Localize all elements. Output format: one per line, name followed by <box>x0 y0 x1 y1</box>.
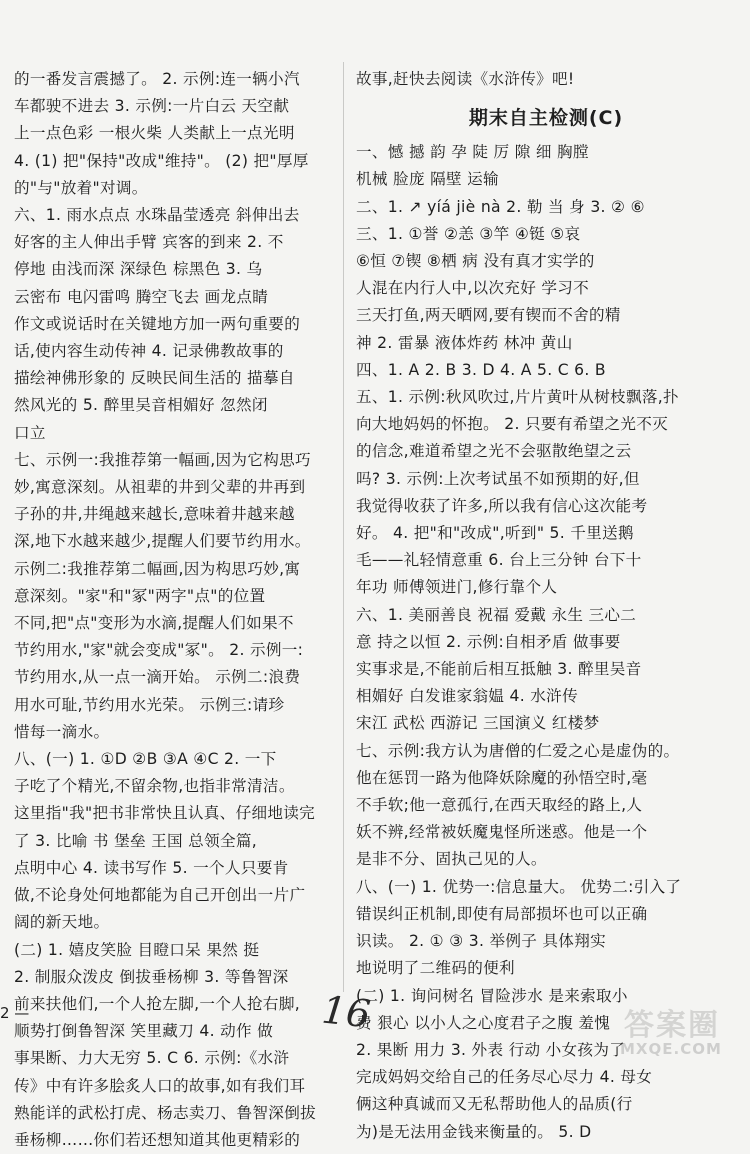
answer-line: 节约用水,"家"就会变成"冢"。 2. 示例一: <box>14 641 304 660</box>
answer-line: 好客的主人伸出手臂 宾客的到来 2. 不 <box>14 233 284 252</box>
answer-line: 深,地下水越来越少,提醒人们要节约用水。 <box>14 532 311 551</box>
answer-line: 妙,寓意深刻。从祖辈的井到父辈的井再到 <box>14 478 306 497</box>
answer-line: 垂杨柳……你们若还想知道其他更精彩的 <box>14 1130 301 1149</box>
answer-line: 节约用水,从一点一滴开始。 示例二:浪费 <box>14 668 301 687</box>
answer-line: 为)是无法用金钱来衡量的。 5. D <box>356 1122 592 1141</box>
answer-line: ⑥恒 ⑦锲 ⑧栖 病 没有真才实学的 <box>356 252 595 271</box>
watermark-url: MXQE.COM <box>620 1040 722 1058</box>
answer-line: 4. (1) 把"保持"改成"维持"。 (2) 把"厚厚 <box>14 151 309 170</box>
answer-line: 然风光的 5. 醉里吴音相媚好 忽然闭 <box>14 396 268 415</box>
answer-line: 我觉得收获了许多,所以我有信心这次能考 <box>356 496 648 515</box>
answer-line: 向大地妈妈的怀抱。 2. 只要有希望之光不灭 <box>356 415 669 434</box>
answer-line: 不同,把"点"变形为水滴,提醒人们如果不 <box>14 614 294 633</box>
answer-line: 的信念,难道希望之光不会驱散绝望之云 <box>356 442 632 461</box>
answer-line: 错误纠正机制,即使有局部损坏也可以正确 <box>356 904 648 923</box>
answer-line: 机械 脸庞 隔壁 运输 <box>356 170 499 189</box>
answer-line: 毛——礼轻情意重 6. 台上三分钟 台下十 <box>356 551 642 570</box>
answer-line: 前来扶他们,一个人抢左脚,一个人抢右脚, <box>14 994 300 1013</box>
answer-line: 三天打鱼,两天晒网,要有锲而不舍的精 <box>356 306 621 325</box>
answer-line: 好。 4. 把"和"改成",听到" 5. 千里送鹅 <box>356 524 634 543</box>
answer-line: 神 2. 雷暴 液体炸药 林冲 黄山 <box>356 333 573 352</box>
answer-line: 描绘神佛形象的 反映民间生活的 描摹自 <box>14 369 295 388</box>
answer-line: 吗? 3. 示例:上次考试虽不如预期的好,但 <box>356 469 640 488</box>
answer-line: 的一番发言震撼了。 2. 示例:连一辆小汽 <box>14 70 300 88</box>
answer-line: 车都驶不进去 3. 示例:一片白云 天空献 <box>14 97 290 116</box>
answer-line: 他在惩罚一路为他降妖除魔的孙悟空时,毫 <box>356 768 648 787</box>
answer-line: 点明中心 4. 读书写作 5. 一个人只要肯 <box>14 858 289 877</box>
answer-line: 四、1. A 2. B 3. D 4. A 5. C 6. B <box>356 360 606 379</box>
answer-line: 费 狠心 以小人之心度君子之腹 羞愧 <box>356 1013 611 1032</box>
answer-line: 这里指"我"把书非常快且认真、仔细地读完 <box>14 804 316 823</box>
answer-line: 了 3. 比喻 书 堡垒 王国 总领全篇, <box>14 831 258 850</box>
watermark-logo-text: 答案圈 <box>624 1008 720 1043</box>
answer-line: 惜每一滴水。 <box>14 722 110 741</box>
answer-line: 2. 果断 用力 3. 外表 行动 小女孩为了 <box>356 1040 626 1059</box>
answer-line: (二) 1. 询问树名 冒险涉水 是来索取小 <box>356 986 628 1005</box>
answer-line: 六、1. 雨水点点 水珠晶莹透亮 斜伸出去 <box>14 206 300 225</box>
answer-line: 识读。 2. ① ③ 3. 举例子 具体翔实 <box>356 932 606 951</box>
answer-line: 妖不辨,经常被妖魔鬼怪所迷惑。他是一个 <box>356 823 648 842</box>
answer-line: 事果断、力大无穷 5. C 6. 示例:《水浒 <box>14 1049 290 1068</box>
answer-line: 停地 由浅而深 深绿色 棕黑色 3. 乌 <box>14 260 263 279</box>
answer-line: 七、示例:我方认为唐僧的仁爱之心是虚伪的。 <box>356 741 680 760</box>
right-column <box>356 66 736 1146</box>
answer-line: 七、示例一:我推荐第一幅画,因为它构思巧 <box>14 450 311 469</box>
answer-line: 用水可耻,节约用水光荣。 示例三:请珍 <box>14 695 285 714</box>
answer-line: 故事,赶快去阅读《水浒传》吧! <box>356 70 575 88</box>
answer-line: 是非不分、固执己见的人。 <box>356 850 547 869</box>
answer-line: 八、(一) 1. 优势一:信息量大。 优势二:引入了 <box>356 877 682 896</box>
column-divider <box>343 62 344 992</box>
answer-line: 意深刻。"家"和"冢"两字"点"的位置 <box>14 586 266 605</box>
answer-line: 三、1. ①誉 ②恙 ③竿 ④铤 ⑤哀 <box>356 224 581 243</box>
watermark-logo <box>620 1000 740 1072</box>
answer-line: 做,不论身处何地都能为自己开创出一片广 <box>14 886 306 905</box>
answer-line: 不手软;他一意孤行,在西天取经的路上,人 <box>356 796 643 815</box>
answer-line: 一、憾 撼 韵 孕 陡 厉 隙 细 胸膛 <box>356 143 589 162</box>
answer-line: 地说明了二维码的便利 <box>356 959 515 978</box>
answer-line: (二) 1. 嬉皮笑脸 目瞪口呆 果然 挺 <box>14 940 260 959</box>
answer-line: 作文或说话时在关键地方加一两句重要的 <box>14 314 301 333</box>
answer-line: 年功 师傅领进门,修行靠个人 <box>356 578 558 597</box>
answer-line: 传》中有许多脍炙人口的故事,如有我们耳 <box>14 1076 306 1095</box>
answer-line: 五、1. 示例:秋风吹过,片片黄叶从树枝飘落,扑 <box>356 388 679 407</box>
answer-line: 八、(一) 1. ①D ②B ③A ④C 2. 一下 <box>14 750 277 769</box>
answer-line: 2. 制服众泼皮 倒拔垂杨柳 3. 等鲁智深 <box>14 967 289 986</box>
answer-line: 子孙的井,井绳越来越长,意味着井越来越 <box>14 505 295 524</box>
answer-line: 六、1. 美丽善良 祝福 爱戴 永生 三心二 <box>356 605 637 624</box>
answer-line: 熟能详的武松打虎、杨志卖刀、鲁智深倒拔 <box>14 1103 316 1122</box>
answer-line: 阔的新天地。 <box>14 913 110 932</box>
answer-line: 子吃了个精光,不留余物,也指非常清洁。 <box>14 777 295 796</box>
handwritten-page-mark: 16 <box>319 987 373 1037</box>
answer-line: 宋江 武松 西游记 三国演义 红楼梦 <box>356 714 600 733</box>
answer-line: 实事求是,不能前后相互抵触 3. 醉里吴音 <box>356 660 642 679</box>
answer-line: 上一点色彩 一根火柴 人类献上一点光明 <box>14 124 295 143</box>
answer-line: 云密布 电闪雷鸣 腾空飞去 画龙点睛 <box>14 287 269 306</box>
left-column <box>14 66 332 1154</box>
answer-line: 顺势打倒鲁智深 笑里藏刀 4. 动作 做 <box>14 1022 274 1041</box>
answer-line: 的"与"放着"对调。 <box>14 178 148 197</box>
answer-line: 二、1. ↗ yíá jiè nà 2. 勒 当 身 3. ② ⑥ <box>356 197 645 216</box>
answer-line: 俩这种真诚而又无私帮助他人的品质(行 <box>356 1095 633 1114</box>
answer-line: 相媚好 白发谁家翁媪 4. 水浒传 <box>356 687 578 706</box>
page-number: 2 — <box>0 1004 30 1022</box>
answer-line: 完成妈妈交给自己的任务尽心尽力 4. 母女 <box>356 1068 653 1087</box>
answer-line: 人混在内行人中,以次充好 学习不 <box>356 279 590 298</box>
answer-line: 口立 <box>14 423 46 442</box>
exam-title: 期末自主检测(C) <box>468 107 624 130</box>
answer-line: 话,使内容生动传神 4. 记录佛教故事的 <box>14 342 284 361</box>
answer-line: 意 持之以恒 2. 示例:自相矛盾 做事要 <box>356 632 621 651</box>
answer-line: 示例二:我推荐第二幅画,因为构思巧妙,寓 <box>14 559 301 578</box>
